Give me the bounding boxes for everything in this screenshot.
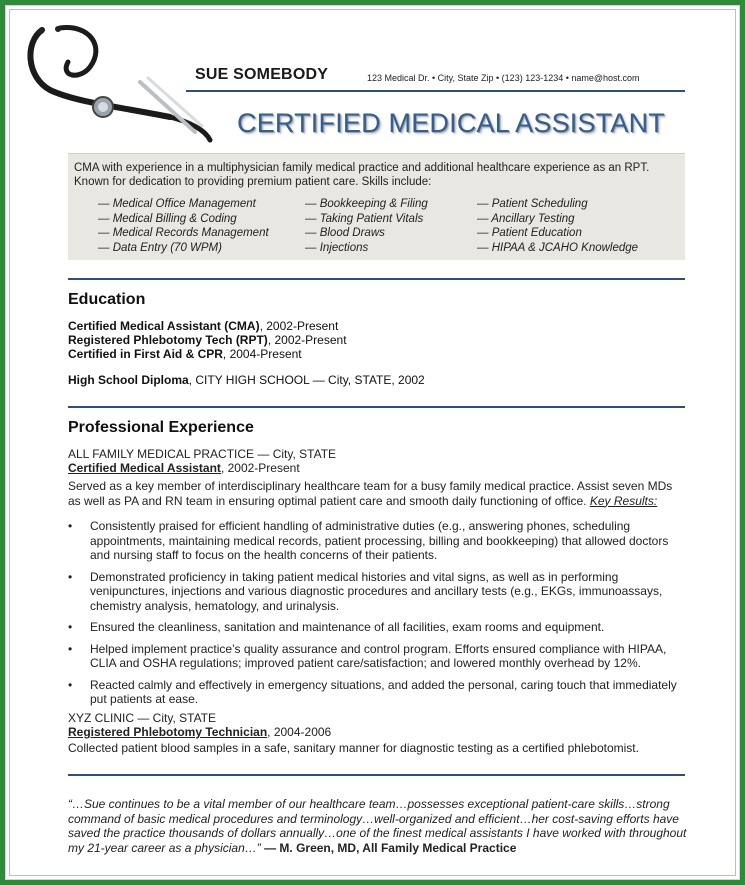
testimonial [68,797,688,855]
key-results-label: Key Results: [589,493,658,508]
skill-item: — HIPAA & JCAHO Knowledge [477,241,639,254]
skills-column-3 [477,197,638,255]
skill-item: — Data Entry (70 WPM) [98,241,222,254]
testimonial-quote: “…Sue continues to be a vital member of our healthcare team…possesses exceptional patient-care skills…strong command of basic medical procedures and terminology…well-organized and efficient…her cost-saving efforts have saved the practice thousands of dollars annually…one of the finest medical assistants I have worked with throughout my 21-year career as a physician…” [68,797,687,855]
list-item [68,620,686,635]
education-heading: Education [68,291,146,308]
skill-item: — Bookkeeping & Filing [305,198,428,210]
job-summary-2: Collected patient blood samples in a safe, sanitary manner for diagnostic testing as a certified phlebotomist. [68,741,639,755]
skill-item: — Patient Scheduling [477,198,588,210]
education-item [68,347,302,362]
resume-title: CERTIFIED MEDICAL ASSISTANT [237,108,665,138]
education-detail: , CITY HIGH SCHOOL — City, STATE, 2002 [188,373,425,387]
skill-item: — Medical Records Management [98,227,269,239]
education-item [68,373,425,388]
bullet-text: Ensured the cleanliness, sanitation and maintenance of all facilities, exam rooms and equipment. [90,620,605,634]
stethoscope-icon [20,22,220,152]
experience-heading: Professional Experience [68,419,254,436]
job-title: Registered Phlebotomy Technician [68,725,268,739]
list-item [68,519,686,563]
employer-2: XYZ CLINIC — City, STATE [68,711,217,725]
header-divider [186,90,685,92]
applicant-name: SUE SOMEBODY [195,66,329,83]
education-degree: High School Diploma [68,373,189,387]
bullet-text: Demonstrated proficiency in taking patient medical histories and vital signs, as well as in performing venipunctures, injections and various diagnostic procedures and ancillary tests (e.g., EKGs, immunoassays, chemistry analysis, hematology, and urinalysis. [90,569,663,613]
summary-box [68,153,685,260]
bullet-icon: • [68,620,73,634]
section-divider [68,406,685,408]
bullet-text: Helped implement practice’s quality assurance and control program. Efforts ensured compliance with HIPAA, CLIA and OSHA regulations; improved patient care/satisfaction; and lowered monthly overhead by 12%. [90,641,667,670]
skill-item: — Medical Billing & Coding [98,212,237,225]
education-detail: , 2002-Present [267,333,347,347]
skill-item: — Patient Education [477,227,582,239]
job-summary-1 [68,479,686,508]
employer-1: ALL FAMILY MEDICAL PRACTICE — City, STATE [68,447,337,461]
job-dates: , 2002-Present [220,461,300,475]
job-title: Certified Medical Assistant [68,461,221,475]
resume-page [5,5,740,880]
key-results-list [68,519,686,714]
bullet-icon: • [68,641,73,656]
skills-column-2 [305,197,428,255]
list-item [68,570,686,614]
bullet-text: Consistently praised for efficient handling of administrative duties (e.g., answering phones, scheduling appointments, maintaining medical records, patient processing, billing and bookkeeping) that allowed doctors and nursing staff to focus on the health concerns of their patients. [90,519,669,562]
skill-item: — Blood Draws [305,227,385,239]
bullet-icon: • [68,519,73,533]
bullet-icon: • [68,569,73,584]
contact-info: 123 Medical Dr. • City, State Zip • (123) 123-1234 • name@host.com [367,73,640,83]
education-detail: , 2002-Present [259,319,339,333]
section-divider [68,774,685,776]
job-title-line-1 [68,461,300,476]
testimonial-attribution: — M. Green, MD, All Family Medical Practice [264,840,517,855]
education-degree: Registered Phlebotomy Tech (RPT) [68,333,268,347]
skills-column-1 [98,197,269,255]
education-detail: , 2004-Present [222,347,302,361]
skill-item: — Ancillary Testing [477,212,575,225]
summary-text: CMA with experience in a multiphysician family medical practice and additional healthcare experience as an RPT. Known for dedication to providing premium patient care. Skills include: [74,162,650,188]
section-divider [68,278,685,280]
skill-item: — Medical Office Management [98,198,256,210]
skill-item: — Taking Patient Vitals [305,212,424,225]
education-degree: Certified in First Aid & CPR [68,347,223,361]
bullet-icon: • [68,677,73,692]
list-item [68,678,686,707]
job-title-line-2 [68,725,331,740]
education-item [68,319,338,334]
job-summary-text: Served as a key member of interdisciplinary healthcare team for a busy family medical practice. Assist seven MDs as well as PA and RN team in ensuring optimal patient care and smooth daily functioning of office. [68,479,673,508]
bullet-text: Reacted calmly and effectively in emergency situations, and added the personal, caring touch that immediately put patients at ease. [90,677,677,706]
skill-item: — Injections [305,241,369,254]
list-item [68,642,686,671]
job-dates: , 2004-2006 [267,725,332,739]
education-item [68,333,347,348]
education-degree: Certified Medical Assistant (CMA) [68,319,260,333]
